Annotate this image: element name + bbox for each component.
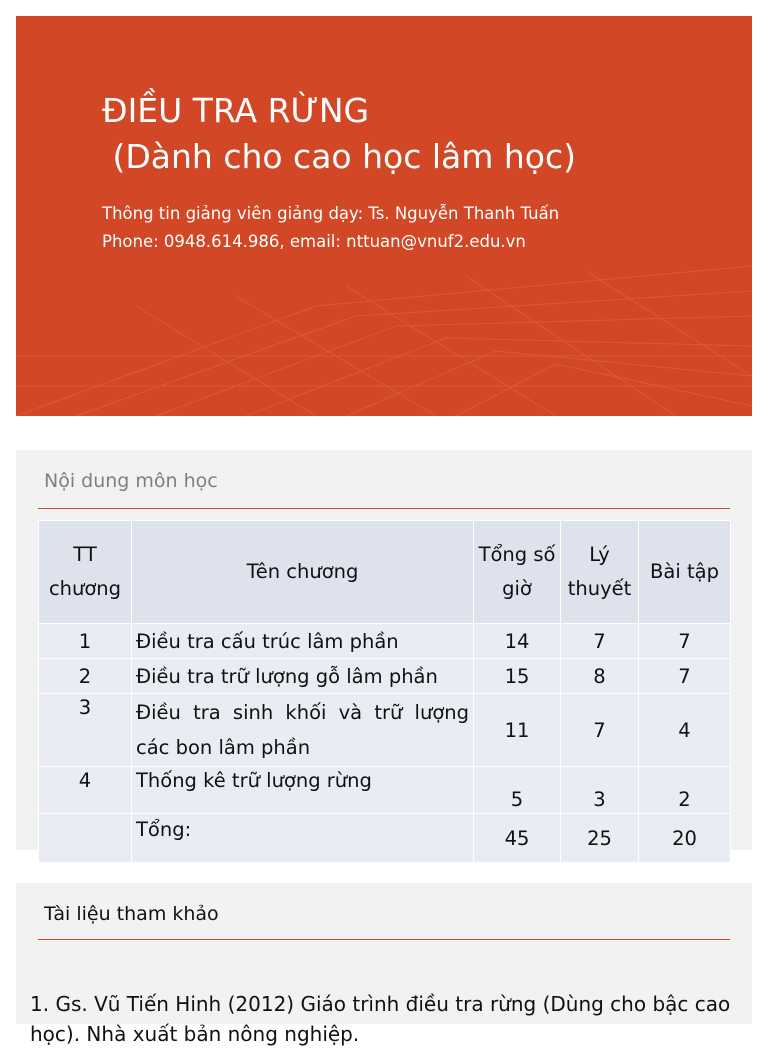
- cell-theory: 3: [561, 767, 639, 814]
- contact-line: Phone: 0948.614.986, email: nttuan@vnuf2.edu.vn: [102, 232, 526, 251]
- heading-divider: [38, 508, 730, 509]
- table-header-row: [39, 521, 731, 624]
- total-label: Tổng:: [132, 814, 474, 863]
- cell-total: 15: [474, 659, 561, 694]
- lecturer-info: [102, 200, 559, 256]
- reference-item: 1. Gs. Vũ Tiến Hinh (2012) Giáo trình điều tra rừng (Dùng cho bậc cao học). Nhà xuất bản nông nghiệp.: [30, 992, 731, 1046]
- references-slide: [16, 883, 752, 1046]
- course-content-slide: [16, 450, 752, 850]
- table-row: [39, 767, 731, 814]
- cell-exercise: 2: [639, 767, 731, 814]
- cell-tt: 2: [39, 659, 132, 694]
- total-theory: 25: [561, 814, 639, 863]
- heading-divider: [38, 939, 730, 940]
- cell-theory: 7: [561, 624, 639, 659]
- total-exercise: 20: [639, 814, 731, 863]
- cell-theory: 8: [561, 659, 639, 694]
- course-table: [38, 520, 731, 863]
- cell-name: Điều tra trữ lượng gỗ lâm phần: [132, 659, 474, 694]
- cell-total: 14: [474, 624, 561, 659]
- title-line-1: ĐIỀU TRA RỪNG: [102, 91, 370, 130]
- cell-total: 5: [474, 767, 561, 814]
- table-row: [39, 624, 731, 659]
- cell-tt: 3: [39, 694, 132, 767]
- cell-exercise: 7: [639, 624, 731, 659]
- cell-total: 11: [474, 694, 561, 767]
- cell-name: Điều tra sinh khối và trữ lượng các bon lâm phần: [132, 694, 474, 767]
- cell-exercise: 7: [639, 659, 731, 694]
- cell-tt: [39, 814, 132, 863]
- title-line-2: (Dành cho cao học lâm học): [102, 137, 576, 176]
- background-grid-pattern: [16, 246, 752, 416]
- cell-exercise: 4: [639, 694, 731, 767]
- slide-heading: Nội dung môn học: [44, 470, 218, 492]
- cell-tt: 1: [39, 624, 132, 659]
- cell-theory: 7: [561, 694, 639, 767]
- header-theory: Lý thuyết: [561, 521, 639, 624]
- slide-title: [102, 88, 576, 180]
- header-tt: TT chương: [39, 521, 132, 624]
- header-exercise: Bài tập: [639, 521, 731, 624]
- header-name: Tên chương: [132, 521, 474, 624]
- cell-name: Thống kê trữ lượng rừng: [132, 767, 474, 814]
- cell-tt: 4: [39, 767, 132, 814]
- table-row: [39, 694, 731, 767]
- slide-heading: Tài liệu tham khảo: [44, 903, 219, 925]
- cell-name: Điều tra cấu trúc lâm phần: [132, 624, 474, 659]
- header-total: Tổng số giờ: [474, 521, 561, 624]
- table-total-row: [39, 814, 731, 863]
- lecturer-line: Thông tin giảng viên giảng dạy: Ts. Nguyễn Thanh Tuấn: [102, 204, 560, 223]
- total-hours: 45: [474, 814, 561, 863]
- table-row: [39, 659, 731, 694]
- title-slide: [16, 16, 752, 416]
